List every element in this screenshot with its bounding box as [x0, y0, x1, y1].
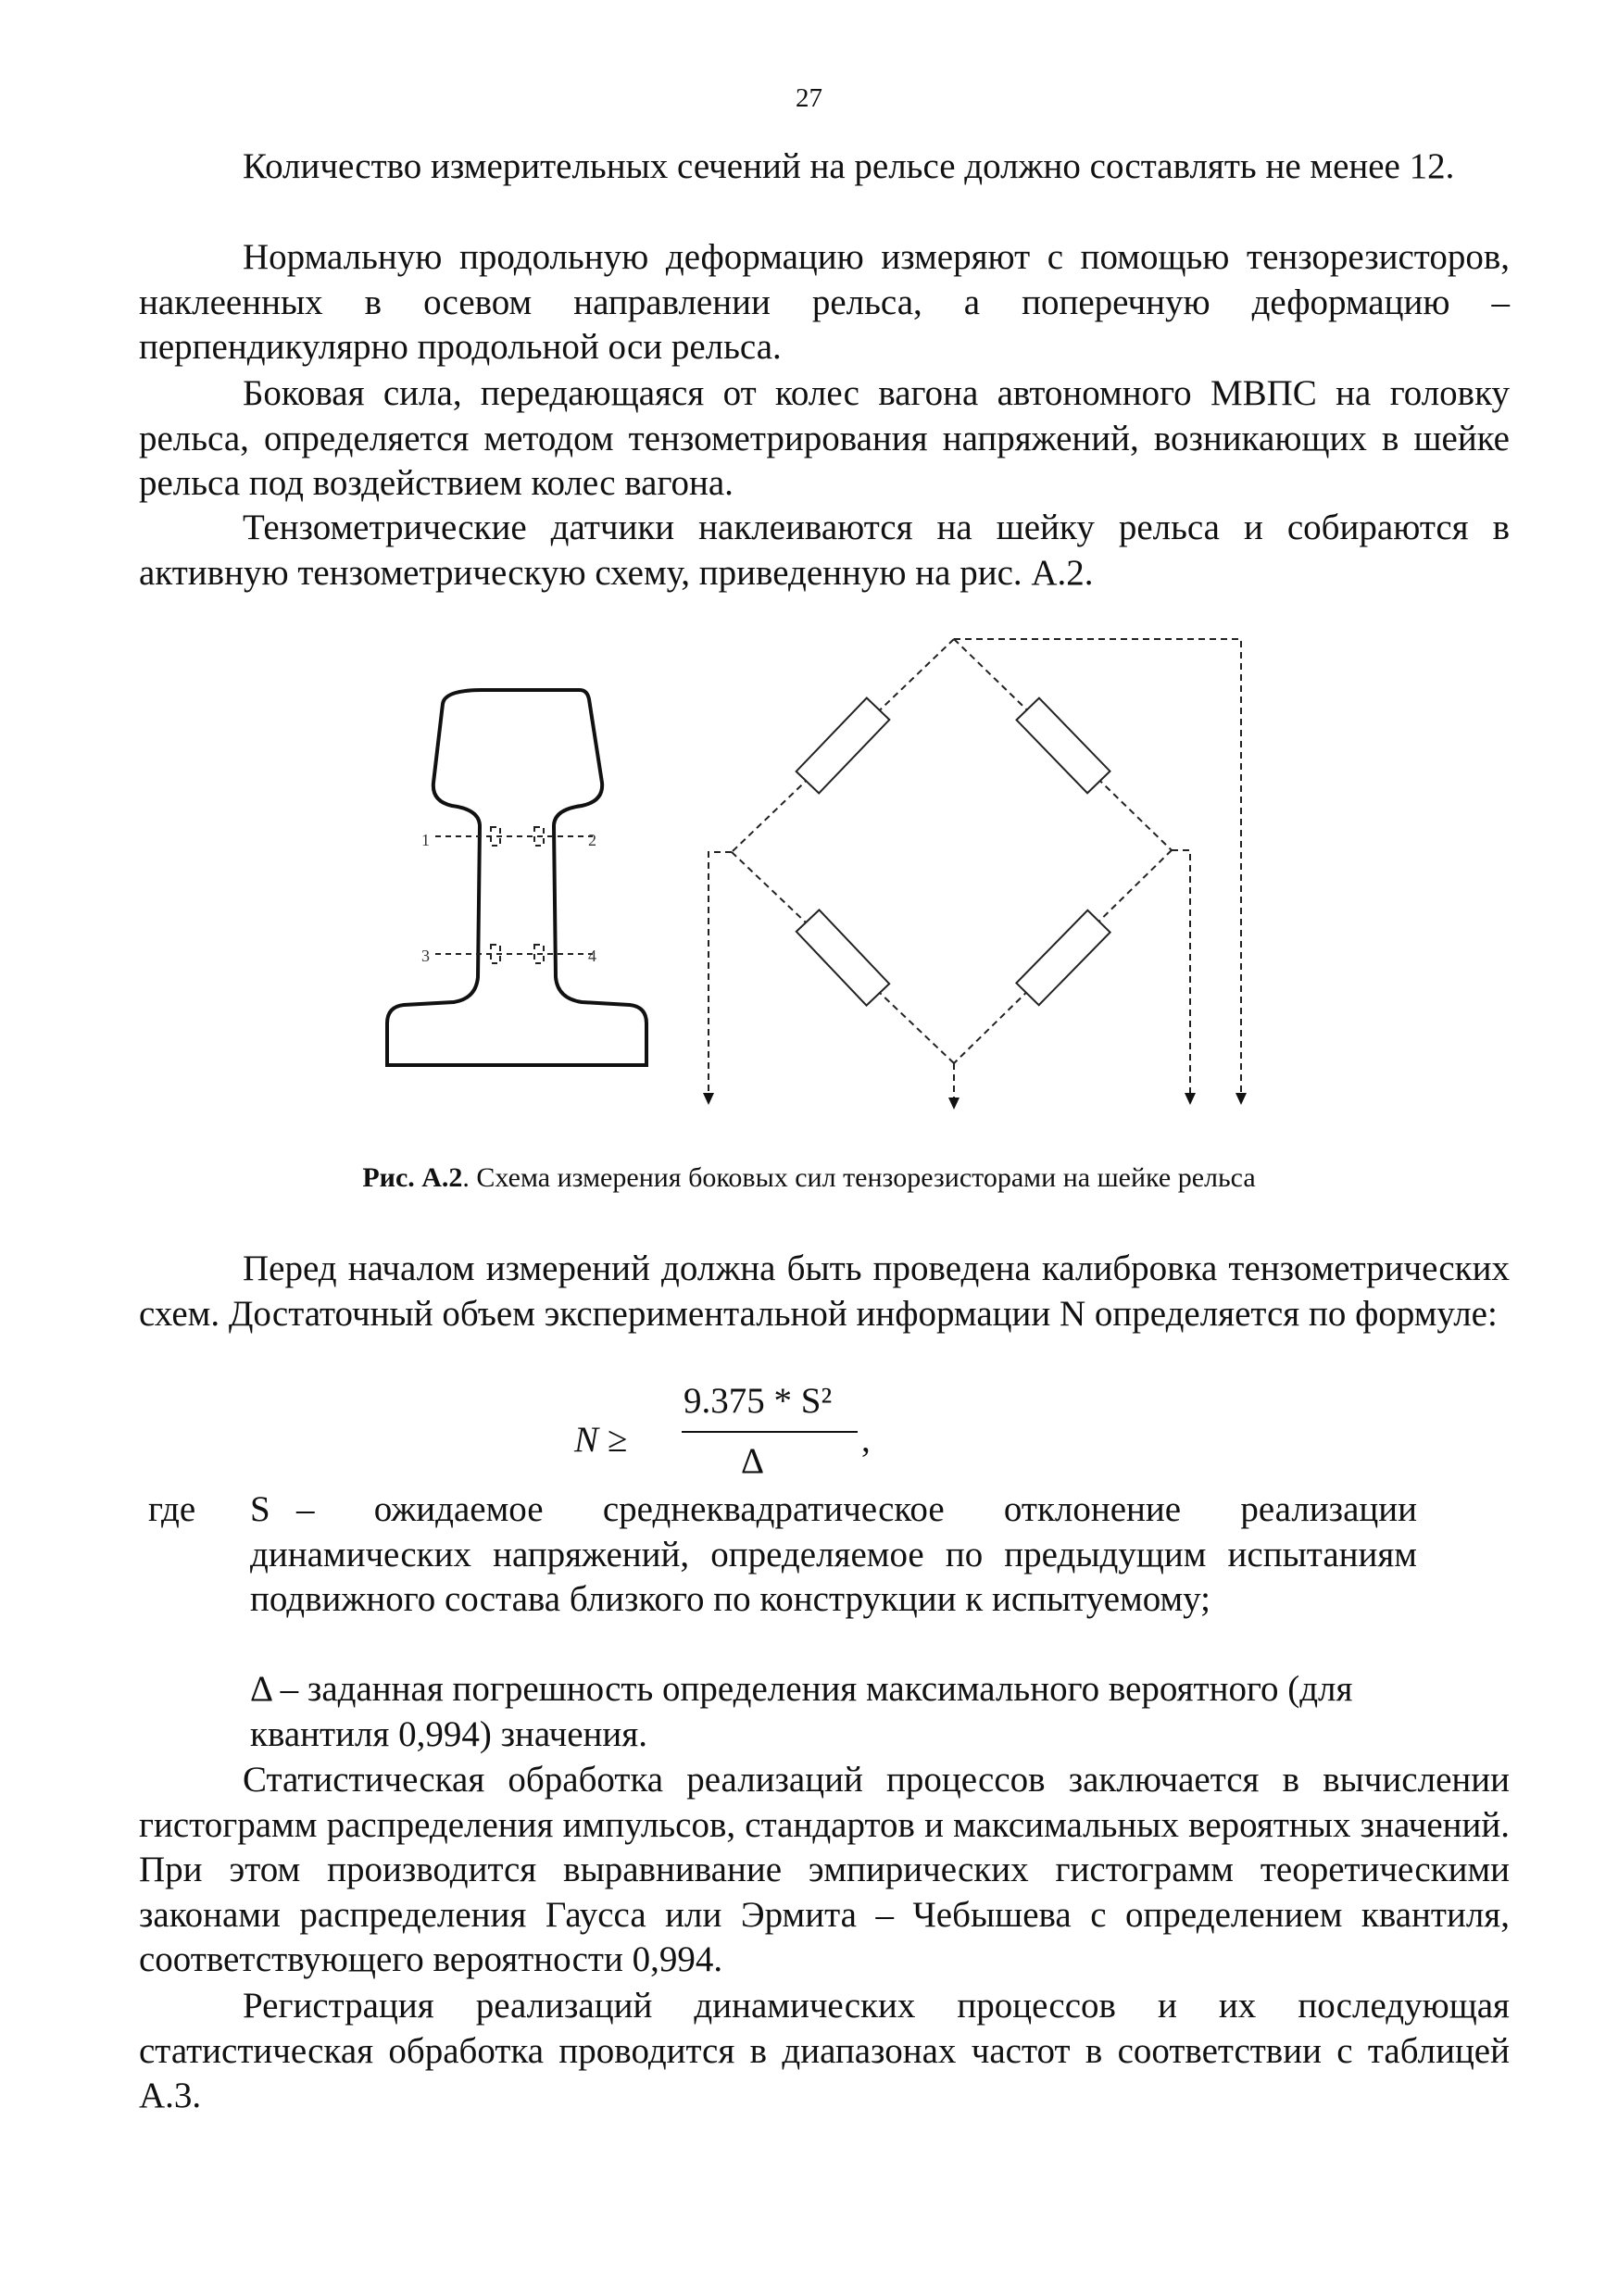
rail-profile [387, 690, 646, 1065]
resistor-r2 [1017, 698, 1110, 794]
figure-caption-label: Рис. А.2 [362, 1162, 463, 1193]
resistor-r4 [1016, 910, 1110, 1005]
paragraph-strain-gauges: Тензометрические датчики наклеиваются на шейку рельса и собираются в активную тензометрическую схему, приведенную на рис. А.2. [139, 508, 1510, 593]
rail-gauge-label-1: 1 [421, 831, 430, 849]
formula-lhs: N ≥ [574, 1420, 628, 1460]
lead-arrows [703, 1093, 1247, 1110]
formula-fraction-bar [682, 1431, 858, 1433]
resistor-r3 [796, 910, 889, 1005]
where-s-definition: – ожидаемое среднеквадратическое отклонение реализации динамических напряжений, определяемое по предыдущим испытаниям подвижного состава близкого по конструкции к испытуемому; [250, 1489, 1417, 1619]
page-number: 27 [796, 83, 822, 113]
formula-comma: , [861, 1420, 871, 1460]
paragraph-registration: Регистрация реализаций динамических процессов и их последующая статистическая обработка проводится в диапазонах частот в соответствии с таблицей А.3. [139, 1986, 1510, 2115]
rail-gauge-label-2: 2 [588, 831, 596, 849]
resistor-r1 [796, 698, 890, 794]
rail-gauge-label-3: 3 [421, 947, 430, 965]
paragraph-lateral-force: Боковая сила, передающаяся от колес вагона автономного МВПС на головку рельса, определяется методом тензометрирования напряжений, возникающих в шейке рельса под воздействием колес вагона. [139, 373, 1510, 503]
where-delta-definition: Δ – заданная погрешность определения максимального вероятного (для квантиля 0,994) значения. [250, 1669, 1353, 1754]
paragraph-longitudinal-strain: Нормальную продольную деформацию измеряют с помощью тензорезисторов, наклеенных в осевом направлении рельса, а поперечную деформацию – перпендикулярно продольной оси рельса. [139, 237, 1510, 367]
formula-n [574, 1380, 945, 1482]
formula-numerator: 9.375 * S² [684, 1381, 833, 1421]
where-word: где [148, 1489, 196, 1529]
rail-gauges [435, 827, 593, 963]
paragraph-calibration: Перед началом измерений должна быть проведена калибровка тензометрических схем. Достаточный объем экспериментальной информации N определяется по формуле: [139, 1248, 1510, 1334]
strain-bridge [709, 639, 1241, 1098]
paragraph-measuring-sections: Количество измерительных сечений на рельсе должно составлять не менее 12. [243, 146, 1455, 186]
where-s-symbol: S [250, 1489, 270, 1529]
figure-caption-text: . Схема измерения боковых сил тензорезисторами на шейке рельса [462, 1162, 1256, 1193]
paragraph-statistical-processing: Статистическая обработка реализаций процессов заключается в вычислении гистограмм распределения импульсов, стандартов и максимальных вероятных значений. При этом производится выравнивание эмпирических гистограмм теоретическими законами распределения Гаусса или Эрмита – Чебышева с определением квантиля, соответствующего вероятности 0,994. [139, 1760, 1510, 1979]
figure-caption [0, 1162, 1618, 1194]
rail-gauge-label-4: 4 [588, 947, 596, 965]
formula-denominator: Δ [741, 1441, 765, 1481]
